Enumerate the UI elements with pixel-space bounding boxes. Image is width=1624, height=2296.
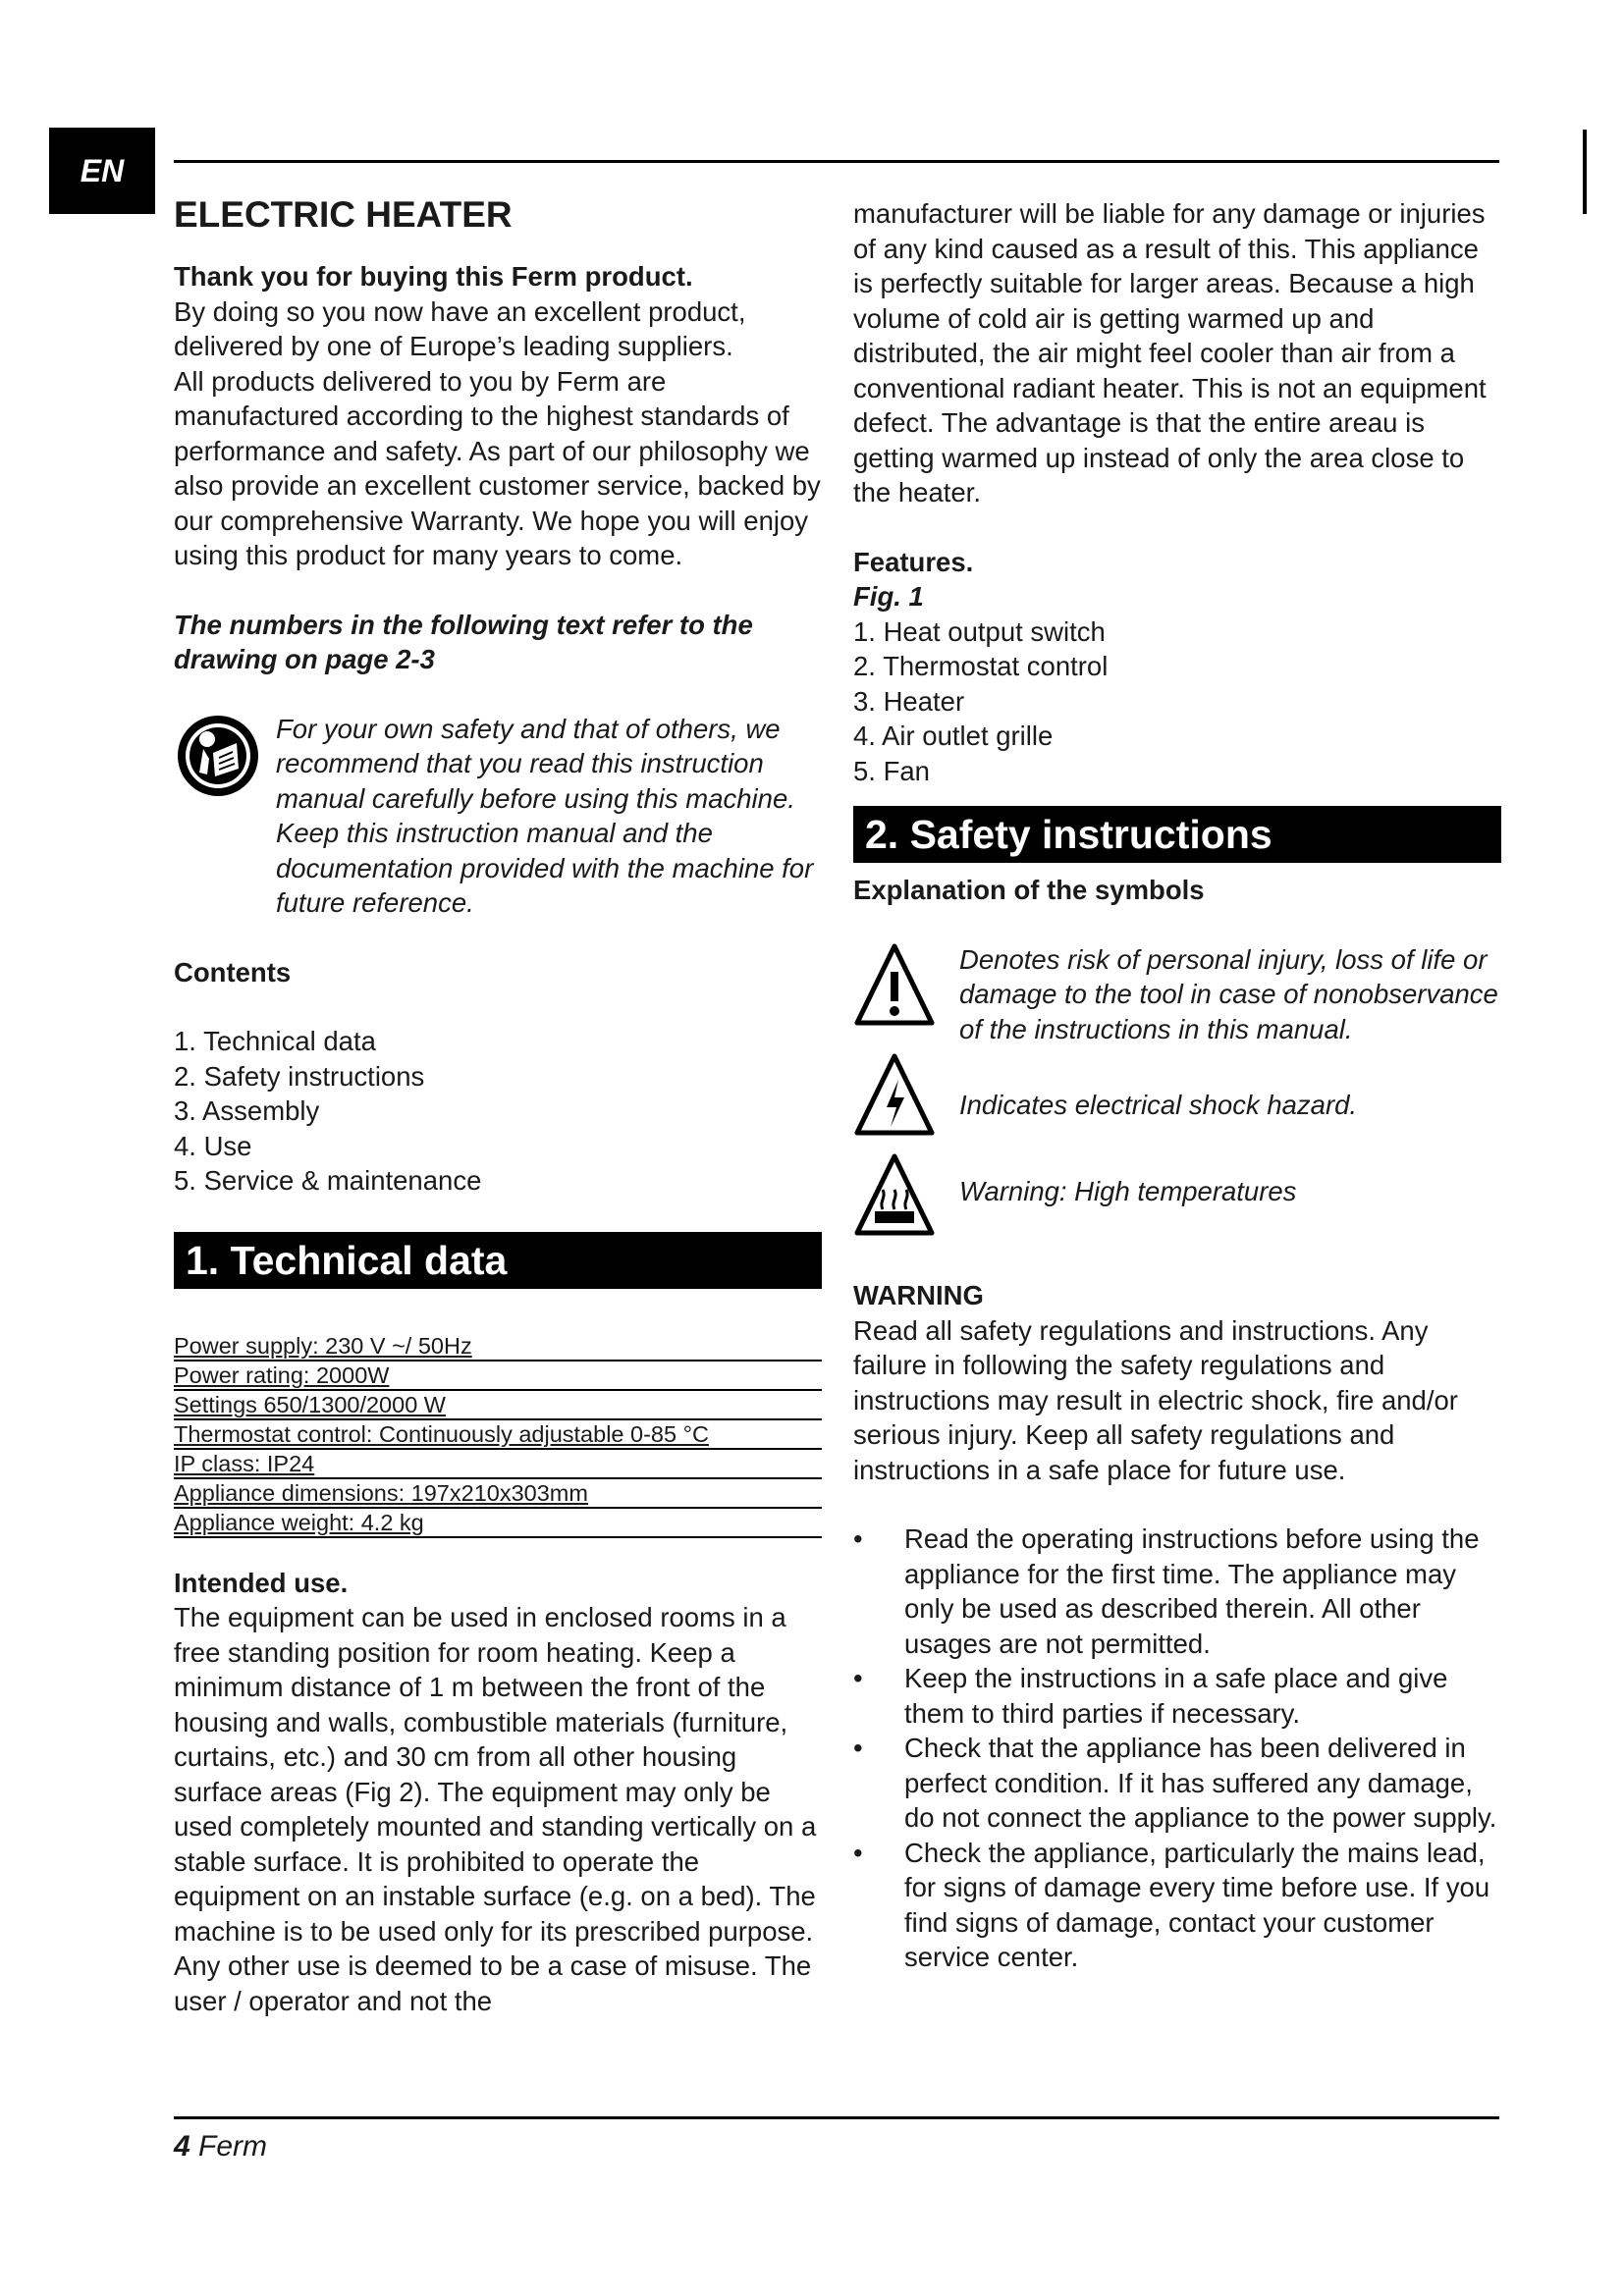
footer-page-number: 4 (174, 2130, 190, 2163)
electric-shock-icon (853, 1052, 936, 1139)
warning-text: Read all safety regulations and instructions. Any failure in following the safety regulations and instructions may result in electric shock, fire and/or serious injury. Keep all safety regulations and instructions in a safe place for future use. (853, 1314, 1458, 1485)
read-manual-text: For your own safety and that of others, we recommend that you read this instruction manual carefully before using this machine. Keep this instruction manual and the documentation provided with the machine for future reference. (276, 713, 814, 918)
feature-item: 1. Heat output switch (853, 615, 1106, 647)
contents-item: 5. Service & maintenance (174, 1165, 482, 1196)
features-heading: Features. (853, 546, 974, 577)
symbols-heading: Explanation of the symbols (853, 875, 1205, 905)
symbol-hot-text: Warning: High temperatures (959, 1176, 1297, 1206)
symbol-hot-row (853, 1152, 1501, 1239)
safety-bullet: • Keep the instructions in a safe place and give them to third parties if necessary. (853, 1661, 1501, 1731)
feature-item: 3. Heater (853, 685, 965, 717)
contents-list (174, 1024, 822, 1199)
numbers-note: The numbers in the following text refer to the drawing on page 2-3 (174, 609, 753, 674)
page-edge-marker (1583, 130, 1587, 214)
warning-triangle-icon (853, 942, 936, 1029)
feature-item: 2. Thermostat control (853, 651, 1109, 681)
spec-row: Thermostat control: Continuously adjustable 0-85 °C (174, 1419, 822, 1449)
safety-bullet-list (853, 1522, 1501, 1975)
bottom-rule (174, 2116, 1499, 2119)
contents-item: 4. Use (174, 1130, 252, 1161)
safety-instructions-banner: 2. Safety instructions (853, 806, 1501, 863)
contents-item: 2. Safety instructions (174, 1060, 425, 1092)
figure-label: Fig. 1 (853, 581, 924, 612)
safety-bullet: • Read the operating instructions before using the appliance for the first time. The appliance may only be used as described therein. All other usages are not permitted. (853, 1522, 1501, 1661)
feature-item: 4. Air outlet grille (853, 721, 1054, 751)
read-manual-notice (174, 712, 822, 921)
spec-row: Settings 650/1300/2000 W (174, 1390, 822, 1419)
symbol-shock-row (853, 1052, 1501, 1139)
spec-row: Power supply: 230 V ~/ 50Hz (174, 1332, 822, 1361)
spec-row: IP class: IP24 (174, 1449, 822, 1478)
page-title: ELECTRIC HEATER (174, 194, 513, 235)
spec-row: Appliance dimensions: 197x210x303mm (174, 1478, 822, 1508)
warning-heading: WARNING (853, 1280, 984, 1310)
spec-row: Power rating: 2000W (174, 1361, 822, 1390)
symbol-risk-text: Denotes risk of personal injury, loss of life or damage to the tool in case of nonobservance of the instructions in this manual. (959, 943, 1498, 1044)
contents-item: 3. Assembly (174, 1095, 320, 1126)
top-rule (174, 160, 1499, 163)
spec-row: Appliance weight: 4.2 kg (174, 1508, 822, 1537)
feature-item: 5. Fan (853, 755, 930, 786)
read-manual-icon (174, 712, 262, 800)
safety-bullet: • Check the appliance, particularly the mains lead, for signs of damage every time before use. If you find signs of damage, contact your customer service center. (853, 1836, 1501, 1975)
language-tab: EN (49, 128, 155, 214)
contents-item: 1. Technical data (174, 1026, 376, 1056)
intended-use-heading: Intended use. (174, 1567, 349, 1598)
contents-heading: Contents (174, 956, 292, 988)
intro-paragraph-1: By doing so you now have an excellent product, delivered by one of Europe’s leading suppliers. (174, 295, 746, 361)
page-footer (174, 2130, 267, 2163)
continued-paragraph: manufacturer will be liable for any damage or injuries of any kind caused as a result of this. This appliance is perfectly suitable for larger areas. Because a high volume of cold air is getting warmed up and distributed, the air might feel cooler than air from a conventional radiant heater. This is not an equipment defect. The advantage is that the entire areau is getting warmed up instead of only the area close to the heater. (853, 198, 1487, 507)
hot-surface-icon (853, 1152, 936, 1239)
intro-paragraph-2: All products delivered to you by Ferm are manufactured according to the highest standards of performance and safety. As part of our philosophy we also provide an excellent customer service, backed by our comprehensive Warranty. We hope you will enjoy using this product for many years to come. (174, 365, 821, 570)
symbol-risk-row (853, 942, 1501, 1047)
intended-use-text: The equipment can be used in enclosed rooms in a free standing position for room heating. Keep a minimum distance of 1 m between the front of the housing and walls, combustible materials (furniture, curtains, etc.) and 30 cm from all other housing surface areas (Fig 2). The equipment may only be used completely mounted and standing vertically on a stable surface. It is prohibited to operate the equipment on an instable surface (e.g. on a bed). The machine is to be used only for its prescribed purpose. Any other use is deemed to be a case of misuse. The user / operator and not the (174, 1602, 817, 2016)
features-list (853, 614, 1501, 789)
symbol-shock-text: Indicates electrical shock hazard. (959, 1090, 1358, 1120)
thanks-heading: Thank you for buying this Ferm product. (174, 261, 693, 292)
safety-bullet: • Check that the appliance has been delivered in perfect condition. If it has suffered any damage, do not connect the appliance to the power supply. (853, 1731, 1501, 1836)
footer-brand: Ferm (198, 2130, 268, 2163)
spec-table (174, 1332, 822, 1538)
left-column (174, 192, 822, 2018)
technical-data-banner: 1. Technical data (174, 1232, 822, 1289)
right-column (853, 196, 1501, 1975)
